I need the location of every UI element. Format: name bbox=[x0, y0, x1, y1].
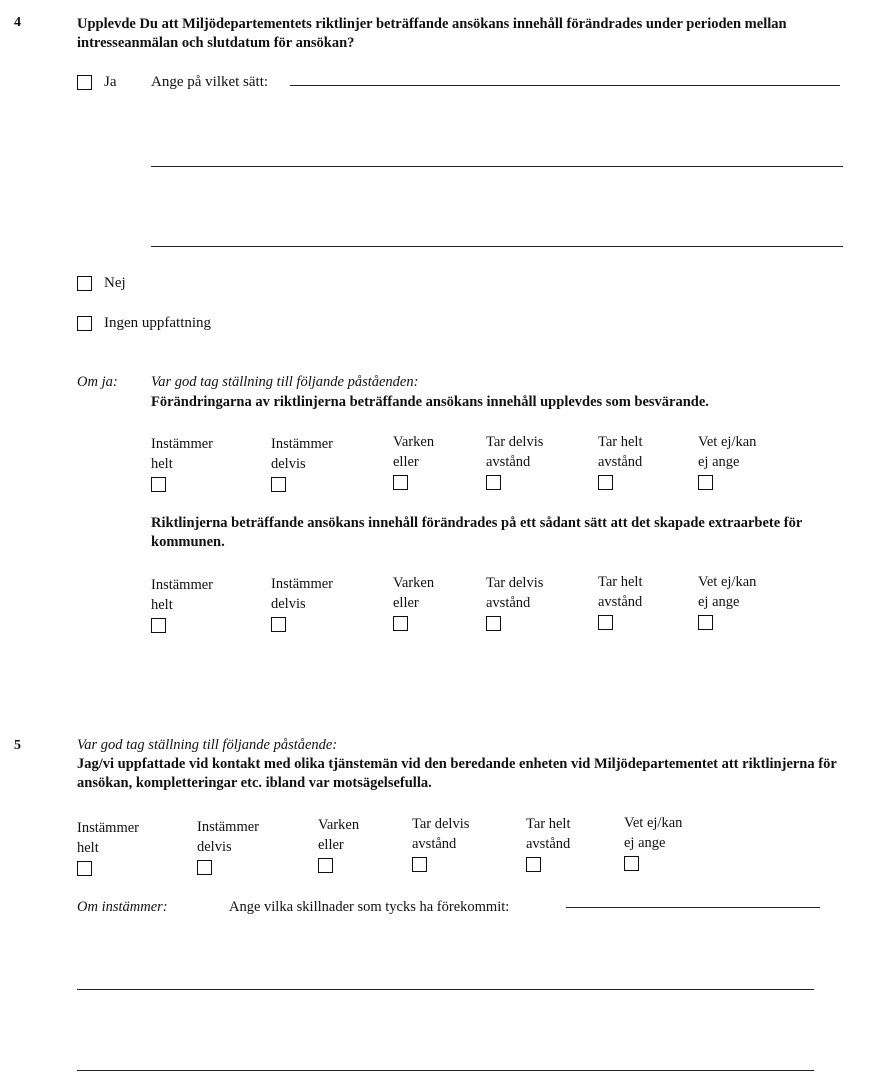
scale-label: eller bbox=[318, 837, 344, 853]
scale-1-instammer-delvis bbox=[271, 434, 333, 492]
scale-label: helt bbox=[151, 597, 173, 613]
ingen-uppfattning-checkbox[interactable] bbox=[77, 316, 92, 331]
scale-checkbox[interactable] bbox=[598, 615, 613, 630]
om-instammer-label: Om instämmer: bbox=[77, 899, 168, 915]
scale-label: delvis bbox=[271, 596, 306, 612]
scale-label: Vet ej/kan bbox=[698, 434, 757, 450]
nej-checkbox[interactable] bbox=[77, 276, 92, 291]
scale-label: avstånd bbox=[598, 594, 643, 610]
scale-1-varken-eller bbox=[393, 432, 434, 490]
scale-checkbox[interactable] bbox=[486, 616, 501, 631]
scale-label: delvis bbox=[197, 839, 232, 855]
scale-label: Tar helt bbox=[526, 816, 571, 832]
scale-label: Varken bbox=[393, 575, 435, 591]
nej-label: Nej bbox=[104, 275, 126, 291]
question-5-statement: Jag/vi uppfattade vid kontakt med olika tjänstemän vid den beredande enheten vid Miljödepartementet att riktlinjerna för ansökan, kompletteringar etc. ibland var motsägelsefulla. bbox=[77, 756, 837, 791]
scale-label: Varken bbox=[393, 434, 435, 450]
scale-2-varken-eller bbox=[393, 573, 434, 631]
scale-label: ej ange bbox=[624, 835, 666, 851]
scale-1-tar-helt-avstand bbox=[598, 432, 642, 490]
scale-label: Tar helt bbox=[598, 434, 643, 450]
scale-label: Instämmer bbox=[271, 436, 334, 452]
statement-1: Förändringarna av riktlinjerna beträffande ansökans innehåll upplevdes som besvärande. bbox=[151, 394, 709, 410]
scale-checkbox[interactable] bbox=[526, 857, 541, 872]
scale-3-instammer-delvis bbox=[197, 817, 259, 875]
scale-2-tar-delvis-avstand bbox=[486, 573, 543, 631]
scale-1-instammer-helt bbox=[151, 434, 213, 492]
question-4-number: 4 bbox=[14, 15, 21, 30]
scale-checkbox[interactable] bbox=[393, 475, 408, 490]
scale-1-vet-ej bbox=[698, 432, 756, 490]
scale-checkbox[interactable] bbox=[151, 477, 166, 492]
scale-checkbox[interactable] bbox=[151, 618, 166, 633]
scale-label: delvis bbox=[271, 456, 306, 472]
scale-label: eller bbox=[393, 595, 419, 611]
scale-label: Vet ej/kan bbox=[624, 815, 683, 831]
scale-label: helt bbox=[77, 840, 99, 856]
scale-checkbox[interactable] bbox=[271, 477, 286, 492]
scale-3-tar-helt-avstand bbox=[526, 814, 570, 872]
statement-2: Riktlinjerna beträffande ansökans innehåll förändrades på ett sådant sätt att det skapade extraarbete för kommunen. bbox=[151, 515, 803, 550]
scale-label: Varken bbox=[318, 817, 360, 833]
scale-1-tar-delvis-avstand bbox=[486, 432, 543, 490]
scale-checkbox[interactable] bbox=[698, 475, 713, 490]
scale-checkbox[interactable] bbox=[624, 856, 639, 871]
scale-checkbox[interactable] bbox=[271, 617, 286, 632]
scale-checkbox[interactable] bbox=[197, 860, 212, 875]
scale-label: eller bbox=[393, 454, 419, 470]
scale-checkbox[interactable] bbox=[393, 616, 408, 631]
scale-label: avstånd bbox=[486, 454, 531, 470]
ja-answer-line-2[interactable] bbox=[151, 166, 843, 167]
ja-label: Ja bbox=[104, 74, 117, 90]
scale-label: Instämmer bbox=[271, 576, 334, 592]
scale-2-instammer-helt bbox=[151, 575, 213, 633]
ja-checkbox[interactable] bbox=[77, 75, 92, 90]
scale-label: Tar helt bbox=[598, 574, 643, 590]
ja-answer-line-1[interactable] bbox=[290, 85, 840, 86]
scale-label: Tar delvis bbox=[486, 575, 544, 591]
scale-label: avstånd bbox=[412, 836, 457, 852]
question-5-prompt: Ange vilka skillnader som tycks ha förekommit: bbox=[229, 899, 510, 915]
scale-3-vet-ej bbox=[624, 813, 682, 871]
answer-line-q5-2[interactable] bbox=[77, 989, 814, 990]
scale-checkbox[interactable] bbox=[412, 857, 427, 872]
scale-checkbox[interactable] bbox=[698, 615, 713, 630]
scale-label: Vet ej/kan bbox=[698, 574, 757, 590]
scale-label: avstånd bbox=[526, 836, 571, 852]
scale-checkbox[interactable] bbox=[318, 858, 333, 873]
om-ja-label: Om ja: bbox=[77, 374, 118, 390]
answer-line-q5-3[interactable] bbox=[77, 1070, 814, 1071]
scale-label: Tar delvis bbox=[412, 816, 470, 832]
scale-checkbox[interactable] bbox=[598, 475, 613, 490]
scale-label: avstånd bbox=[598, 454, 643, 470]
scale-label: Instämmer bbox=[151, 577, 214, 593]
scale-3-tar-delvis-avstand bbox=[412, 814, 469, 872]
answer-line-q5-1[interactable] bbox=[566, 907, 820, 908]
scale-2-vet-ej bbox=[698, 572, 756, 630]
ingen-uppfattning-label: Ingen uppfattning bbox=[104, 315, 212, 331]
scale-checkbox[interactable] bbox=[486, 475, 501, 490]
question-4-text: Upplevde Du att Miljödepartementets riktlinjer beträffande ansökans innehåll förändrades under perioden mellan intresseanmälan och slutdatum för ansökan? bbox=[77, 16, 787, 51]
scale-2-tar-helt-avstand bbox=[598, 572, 642, 630]
ja-prompt: Ange på vilket sätt: bbox=[151, 74, 269, 90]
scale-label: avstånd bbox=[486, 595, 531, 611]
om-ja-instruction: Var god tag ställning till följande påståenden: bbox=[151, 374, 419, 390]
scale-3-instammer-helt bbox=[77, 818, 139, 876]
scale-label: Instämmer bbox=[197, 819, 260, 835]
scale-label: ej ange bbox=[698, 594, 740, 610]
scale-3-varken-eller bbox=[318, 815, 359, 873]
scale-checkbox[interactable] bbox=[77, 861, 92, 876]
scale-label: Tar delvis bbox=[486, 434, 544, 450]
question-5-number: 5 bbox=[14, 738, 21, 753]
scale-label: ej ange bbox=[698, 454, 740, 470]
ja-answer-line-3[interactable] bbox=[151, 246, 843, 247]
scale-label: Instämmer bbox=[77, 820, 140, 836]
scale-label: helt bbox=[151, 456, 173, 472]
question-5-instruction: Var god tag ställning till följande påstående: bbox=[77, 737, 338, 753]
scale-label: Instämmer bbox=[151, 436, 214, 452]
scale-2-instammer-delvis bbox=[271, 574, 333, 632]
